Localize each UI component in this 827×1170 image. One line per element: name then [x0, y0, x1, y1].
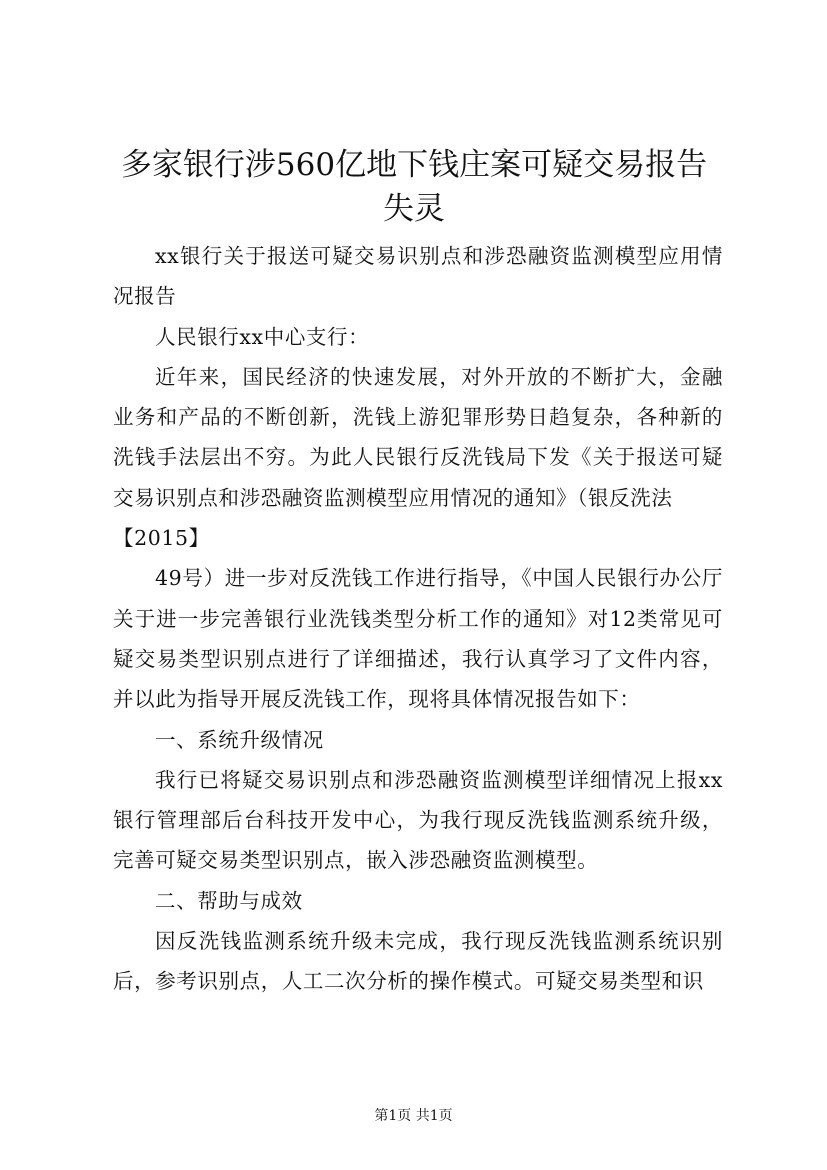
- page-number-footer: 第1页 共1页: [374, 1108, 453, 1124]
- paragraph-system-upgrade: 我行已将疑交易识别点和涉恐融资监测模型详细情况上报xx银行管理部后台科技开发中心，为我行现反洗钱监测系统升级，完善可疑交易类型识别点，嵌入涉恐融资监测模型。: [113, 767, 723, 873]
- section-heading-help-results: 二、帮助与成效: [155, 888, 303, 913]
- document-body: [113, 236, 723, 1002]
- paragraph-help-results: 因反洗钱监测系统升级未完成，我行现反洗钱监测系统识别后，参考识别点，人工二次分析的操作模式。可疑交易类型和识: [113, 929, 723, 994]
- paragraph-intro: 近年来，国民经济的快速发展，对外开放的不断扩大，金融业务和产品的不断创新，洗钱上游犯罪形势日趋复杂，各种新的洗钱手法层出不穷。为此人民银行反洗钱局下发《关于报送可疑交易识别点和涉恐融资监测模型应用情况的通知》（银反洗法: [113, 364, 723, 510]
- section-heading-system-upgrade: 一、系统升级情况: [155, 727, 324, 752]
- paragraph-addressee: 人民银行xx中心支行：: [155, 324, 370, 349]
- paragraph-guidance: 49号）进一步对反洗钱工作进行指导，《中国人民银行办公厅关于进一步完善银行业洗钱类型分析工作的通知》对12类常见可疑交易类型识别点进行了详细描述，我行认真学习了文件内容，并以此为指导开展反洗钱工作，现将具体情况报告如下：: [113, 566, 723, 712]
- paragraph-report-heading: xx银行关于报送可疑交易识别点和涉恐融资监测模型应用情况报告: [113, 244, 723, 309]
- document-title: 多家银行涉560亿地下钱庄案可疑交易报告失灵: [120, 147, 708, 227]
- paragraph-year-bracket: 【2015】: [113, 526, 210, 551]
